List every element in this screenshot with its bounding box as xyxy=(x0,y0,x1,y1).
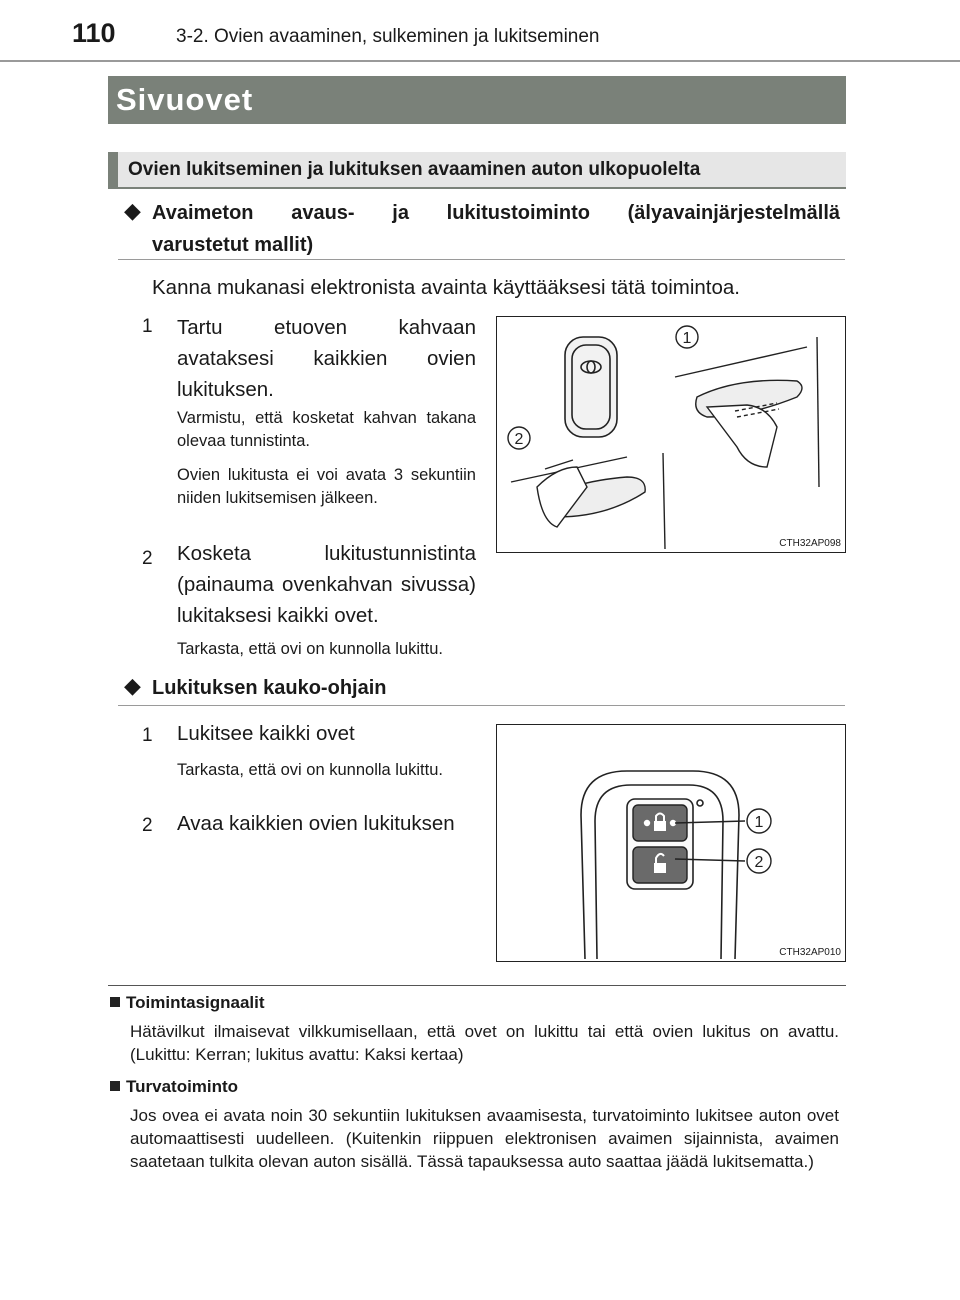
notes-divider xyxy=(108,985,846,986)
remote-step2-text: Avaa kaikkien ovien lukituksen xyxy=(177,812,455,835)
step-number-1: 1 xyxy=(142,316,153,337)
figure-code: CTH32AP010 xyxy=(779,947,841,958)
door-handle-figure xyxy=(496,316,846,553)
remote-step1-text: Lukitsee kaikki ovet xyxy=(177,722,355,745)
smart-entry-step2-note: Tarkasta, että ovi on kunnolla lukittu. xyxy=(177,640,443,658)
smart-entry-heading-line1: Avaimeton avaus- ja lukitustoiminto (älyavainjärjestelmällä xyxy=(152,202,840,224)
note-text-security: Jos ovea ei avata noin 30 sekuntiin lukituksen avaamisesta, turvatoiminto lukitsee auton ovet automaattisesti uudelleen. (Kuitenkin riippuen elektronisen avaimen sijainnista, avaimen saatetaan tulkita olevan auton sisällä. Tässä tapauksessa auto saattaa jäädä lukitsematta.) xyxy=(130,1106,839,1171)
chapter-title: 3-2. Ovien avaaminen, sulkeminen ja lukitseminen xyxy=(176,26,600,47)
remote-key-illustration xyxy=(497,725,845,961)
callout-1-label: 1 xyxy=(682,330,692,347)
callout-1-label: 1 xyxy=(754,814,764,831)
subsection-underline xyxy=(108,187,846,189)
figure-code: CTH32AP098 xyxy=(779,538,841,549)
smart-entry-heading-line2: varustetut mallit) xyxy=(152,234,314,256)
step-number-2: 2 xyxy=(142,548,153,569)
square-bullet-icon xyxy=(110,1081,120,1091)
smart-entry-step2-text: Kosketa lukitustunnistinta (painauma ovenkahvan sivussa) lukitaksesi kaikki ovet. xyxy=(177,542,476,627)
heading-divider xyxy=(118,259,845,260)
square-bullet-icon xyxy=(110,997,120,1007)
smart-key-icon xyxy=(565,337,617,437)
note-heading-security: Turvatoiminto xyxy=(110,1077,238,1097)
smart-entry-step1-note1: Varmistu, että kosketat kahvan takana olevaa tunnistinta. xyxy=(177,409,476,450)
callout-2-label: 2 xyxy=(754,854,764,871)
unlock-button xyxy=(633,847,687,883)
smart-entry-intro: Kanna mukanasi elektronista avainta käyttääksesi tätä toimintoa. xyxy=(152,276,740,299)
header-divider xyxy=(0,60,960,62)
step-number-1: 1 xyxy=(142,725,153,746)
remote-key-figure xyxy=(496,724,846,962)
door-handle-illustration xyxy=(497,317,845,552)
subsection-title: Ovien lukitseminen ja lukituksen avaaminen auton ulkopuolelta xyxy=(108,152,846,188)
step-number-2: 2 xyxy=(142,815,153,836)
remote-step1-note: Tarkasta, että ovi on kunnolla lukittu. xyxy=(177,761,443,779)
page-number: 110 xyxy=(72,18,116,48)
smart-entry-step1-note2: Ovien lukitusta ei voi avata 3 sekuntiin niiden lukitsemisen jälkeen. xyxy=(177,466,476,507)
remote-heading: Lukituksen kauko-ohjain xyxy=(152,677,387,699)
diamond-bullet-icon: ◆ xyxy=(124,673,141,698)
smart-entry-step1-text: Tartu etuoven kahvaan avataksesi kaikkien ovien lukituksen. xyxy=(177,316,476,401)
note-text-signals: Hätävilkut ilmaisevat vilkkumisellaan, että ovet on lukittu tai että ovien lukitus on avattu. (Lukittu: Kerran; lukitus avattu: Kaksi kertaa) xyxy=(130,1022,839,1064)
note-heading-signals: Toimintasignaalit xyxy=(110,993,265,1013)
callout-2-label: 2 xyxy=(514,431,524,448)
heading-divider xyxy=(118,705,845,706)
section-title: Sivuovet xyxy=(108,76,846,124)
diamond-bullet-icon: ◆ xyxy=(124,198,141,223)
